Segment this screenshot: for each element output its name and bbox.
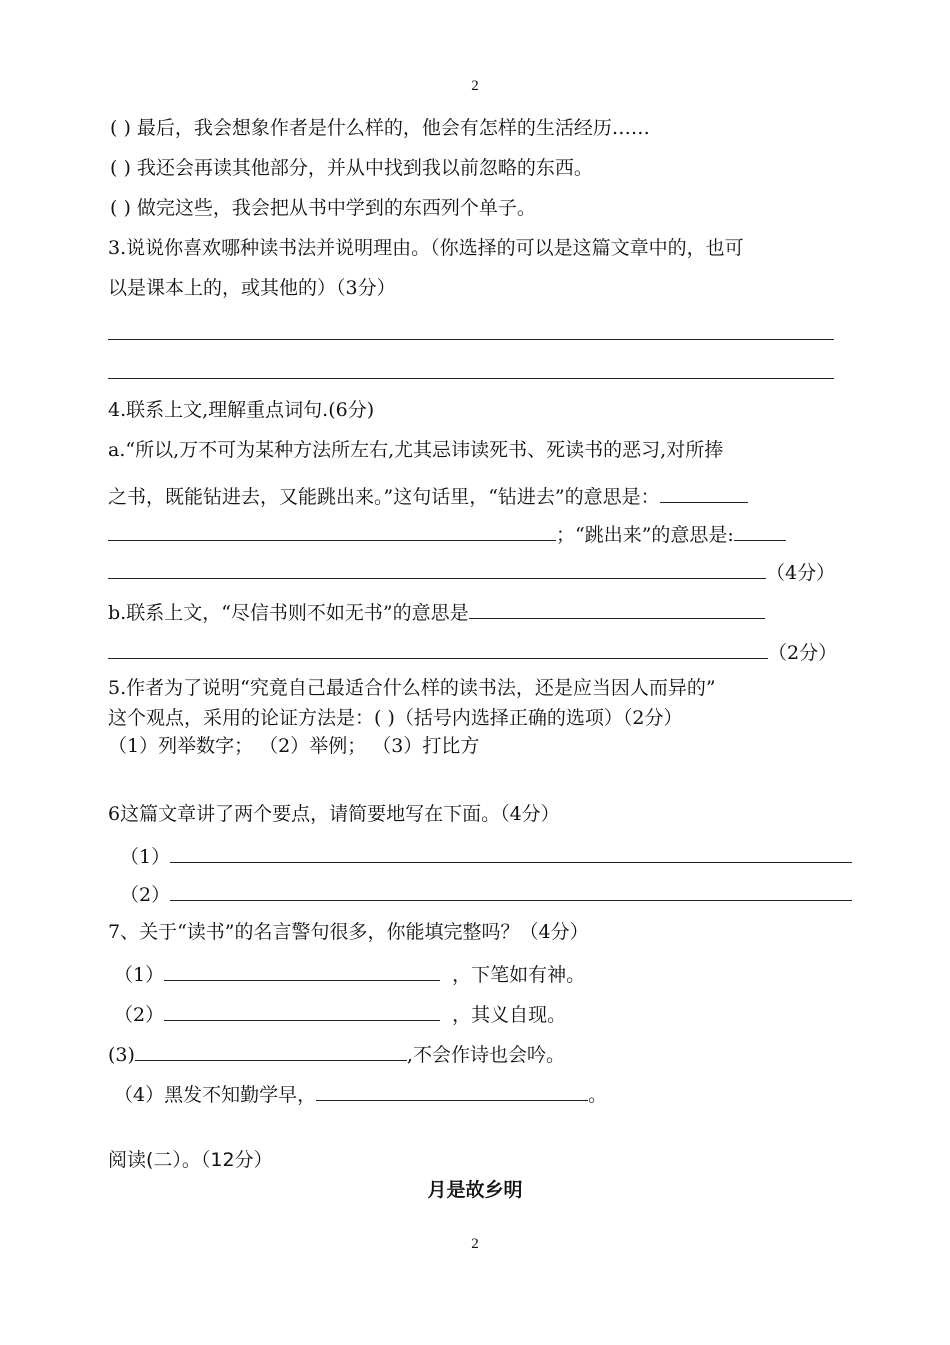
q4-a-line1: a.“所以,万不可为某种方法所左右,尤其忌讳读死书、死读书的恶习,对所捧 (108, 439, 724, 461)
q7-item4-prefix: （4）黑发不知勤学早， (114, 1084, 317, 1106)
q4-a-score: （4分） (766, 562, 836, 584)
q7-item2-label: （2） (114, 1004, 165, 1026)
q6-item2-label: （2） (120, 884, 171, 906)
q7-item4-blank[interactable] (316, 1080, 588, 1101)
q5-line1: 5.作者为了说明“究竟自己最适合什么样的读书法，还是应当因人而异的” (108, 677, 716, 699)
q4-a-blank-2[interactable] (108, 520, 556, 541)
q7-item2-blank[interactable] (164, 1000, 440, 1021)
q7-item3-label: (3) (108, 1044, 135, 1066)
q7-item2 (114, 1000, 566, 1027)
q7-item4 (114, 1080, 607, 1107)
q7-item3-blank[interactable] (135, 1040, 407, 1061)
q4-b-score: （2分） (768, 642, 838, 664)
passage-title: 月是故乡明 (427, 1179, 523, 1201)
order-item-1: ( ) 最后，我会想象作者是什么样的，他会有怎样的生活经历…… (110, 117, 650, 139)
q3-line2: 以是课本上的，或其他的）（3分） (108, 277, 396, 299)
q4-a-line3-text: ；“跳出来”的意思是: (556, 524, 734, 546)
q3-answer-line-1[interactable] (108, 339, 834, 340)
q7-item1 (114, 960, 585, 987)
q7-item1-suffix: ，下笔如有神。 (452, 964, 586, 986)
order-item-2: ( ) 我还会再读其他部分，并从中找到我以前忽略的东西。 (110, 157, 593, 179)
q5-options: （1）列举数字； （2）举例； （3）打比方 (108, 735, 480, 757)
q4-title: 4.联系上文,理解重点词句.(6分) (108, 399, 375, 421)
q6-item1 (120, 842, 852, 869)
q7-item1-label: （1） (114, 964, 165, 986)
q7-item2-suffix: ，其义自现。 (452, 1004, 567, 1026)
order-item-3: ( ) 做完这些，我会把从书中学到的东西列个单子。 (110, 197, 536, 219)
q7-title: 7、关于“读书”的名言警句很多，你能填完整吗？（4分） (108, 921, 589, 943)
q4-a-line3 (108, 520, 786, 547)
q6-item1-label: （1） (120, 846, 171, 868)
q7-item4-suffix: 。 (588, 1084, 608, 1106)
q7-item3-suffix: ,不会作诗也会吟。 (406, 1044, 565, 1066)
page-number-bottom: 2 (471, 1236, 479, 1252)
q6-title: 6这篇文章讲了两个要点，请简要地写在下面。（4分） (108, 803, 560, 825)
q4-b-blank-2[interactable] (108, 638, 768, 659)
reading2-heading: 阅读(二）。（12分） (108, 1149, 273, 1171)
q4-a-blank-1[interactable] (660, 482, 748, 503)
q7-item3 (108, 1040, 565, 1067)
q4-b-line2 (108, 638, 837, 665)
q4-b-blank-1[interactable] (469, 598, 765, 619)
q4-b-line1 (108, 598, 765, 625)
page-number-top: 2 (471, 78, 479, 94)
q4-a-line4 (108, 558, 835, 585)
q4-a-blank-3[interactable] (734, 520, 786, 541)
q3-line1: 3.说说你喜欢哪种读书法并说明理由。（你选择的可以是这篇文章中的，也可 (108, 237, 744, 259)
q4-a-line2 (108, 482, 748, 509)
q6-item1-blank[interactable] (170, 842, 852, 863)
q4-a-blank-4[interactable] (108, 558, 766, 579)
q6-item2-blank[interactable] (170, 880, 852, 901)
q7-item1-blank[interactable] (164, 960, 440, 981)
q6-item2 (120, 880, 852, 907)
q5-line2: 这个观点，采用的论证方法是：( )（括号内选择正确的选项）（2分） (108, 707, 683, 729)
q4-b-line1-text: b.联系上文，“尽信书则不如无书”的意思是 (108, 602, 469, 624)
q3-answer-line-2[interactable] (108, 378, 834, 379)
q4-a-line2-text: 之书，既能钻进去，又能跳出来。”这句话里，“钻进去”的意思是： (108, 486, 660, 508)
